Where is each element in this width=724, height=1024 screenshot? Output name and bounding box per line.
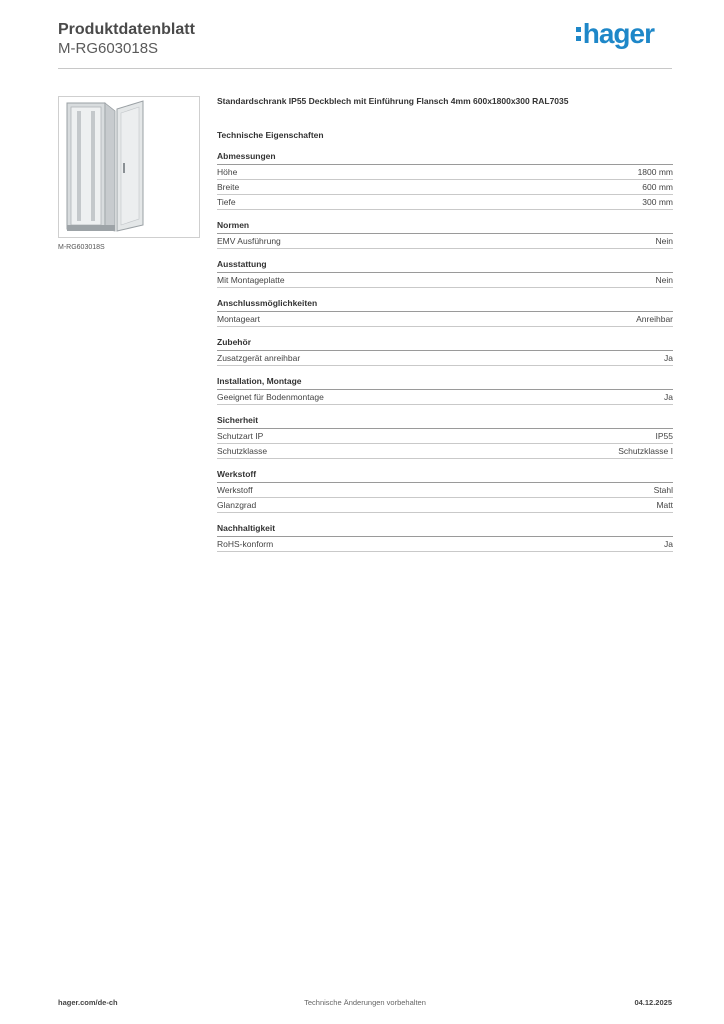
section-title: Werkstoff — [217, 469, 673, 483]
section-title: Anschlussmöglichkeiten — [217, 298, 673, 312]
section-title: Zubehör — [217, 337, 673, 351]
spec-label: Höhe — [217, 167, 238, 177]
tech-properties-heading: Technische Eigenschaften — [217, 130, 324, 140]
product-description: Standardschrank IP55 Deckblech mit Einführung Flansch 4mm 600x1800x300 RAL7035 — [217, 96, 569, 106]
spec-label: Schutzklasse — [217, 446, 268, 456]
spec-section — [217, 469, 673, 513]
spec-value: Ja — [664, 353, 673, 363]
spec-label: Zusatzgerät anreihbar — [217, 353, 301, 363]
spec-value: Ja — [664, 392, 673, 402]
spec-row — [217, 165, 673, 180]
header-divider — [58, 68, 672, 69]
spec-value: 300 mm — [642, 197, 673, 207]
spec-section — [217, 220, 673, 249]
footer-date: 04.12.2025 — [634, 998, 672, 1007]
spec-row — [217, 390, 673, 405]
article-number: M-RG603018S — [58, 40, 159, 57]
product-image — [58, 96, 200, 238]
section-title: Normen — [217, 220, 673, 234]
section-title: Ausstattung — [217, 259, 673, 273]
page-header — [58, 20, 672, 68]
spec-row — [217, 444, 673, 459]
spec-value: Stahl — [653, 485, 673, 495]
hager-logo — [576, 18, 654, 50]
page-title: Produktdatenblatt — [58, 21, 195, 38]
spec-value: Schutzklasse I — [618, 446, 673, 456]
spec-value: Anreihbar — [636, 314, 673, 324]
spec-section — [217, 415, 673, 459]
section-title: Abmessungen — [217, 151, 673, 165]
cabinet-icon — [59, 97, 199, 237]
spec-row — [217, 234, 673, 249]
spec-value: Nein — [655, 236, 673, 246]
logo-dots-icon — [576, 27, 581, 41]
section-title: Nachhaltigkeit — [217, 523, 673, 537]
spec-row — [217, 351, 673, 366]
spec-row — [217, 429, 673, 444]
spec-row — [217, 498, 673, 513]
spec-section — [217, 337, 673, 366]
spec-value: Matt — [656, 500, 673, 510]
spec-row — [217, 273, 673, 288]
section-title: Sicherheit — [217, 415, 673, 429]
spec-section — [217, 298, 673, 327]
logo-text: hager — [582, 18, 654, 49]
footer-disclaimer: Technische Änderungen vorbehalten — [304, 998, 426, 1007]
spec-label: Montageart — [217, 314, 260, 324]
spec-value: 1800 mm — [637, 167, 673, 177]
spec-sections — [217, 151, 673, 552]
spec-label: Breite — [217, 182, 240, 192]
spec-section — [217, 523, 673, 552]
spec-label: Schutzart IP — [217, 431, 264, 441]
spec-section — [217, 151, 673, 210]
spec-label: Geeignet für Bodenmontage — [217, 392, 324, 402]
spec-row — [217, 180, 673, 195]
image-caption: M-RG603018S — [58, 244, 105, 251]
footer-website: hager.com/de-ch — [58, 998, 118, 1007]
spec-value: Ja — [664, 539, 673, 549]
spec-label: Glanzgrad — [217, 500, 257, 510]
spec-value: IP55 — [655, 431, 673, 441]
spec-row — [217, 483, 673, 498]
spec-value: 600 mm — [642, 182, 673, 192]
spec-section — [217, 259, 673, 288]
spec-label: Werkstoff — [217, 485, 253, 495]
spec-label: Tiefe — [217, 197, 236, 207]
spec-label: EMV Ausführung — [217, 236, 281, 246]
spec-section — [217, 376, 673, 405]
spec-content — [217, 96, 673, 552]
spec-label: RoHS-konform — [217, 539, 274, 549]
section-title: Installation, Montage — [217, 376, 673, 390]
spec-label: Mit Montageplatte — [217, 275, 285, 285]
spec-row — [217, 195, 673, 210]
spec-row — [217, 312, 673, 327]
spec-row — [217, 537, 673, 552]
spec-value: Nein — [655, 275, 673, 285]
